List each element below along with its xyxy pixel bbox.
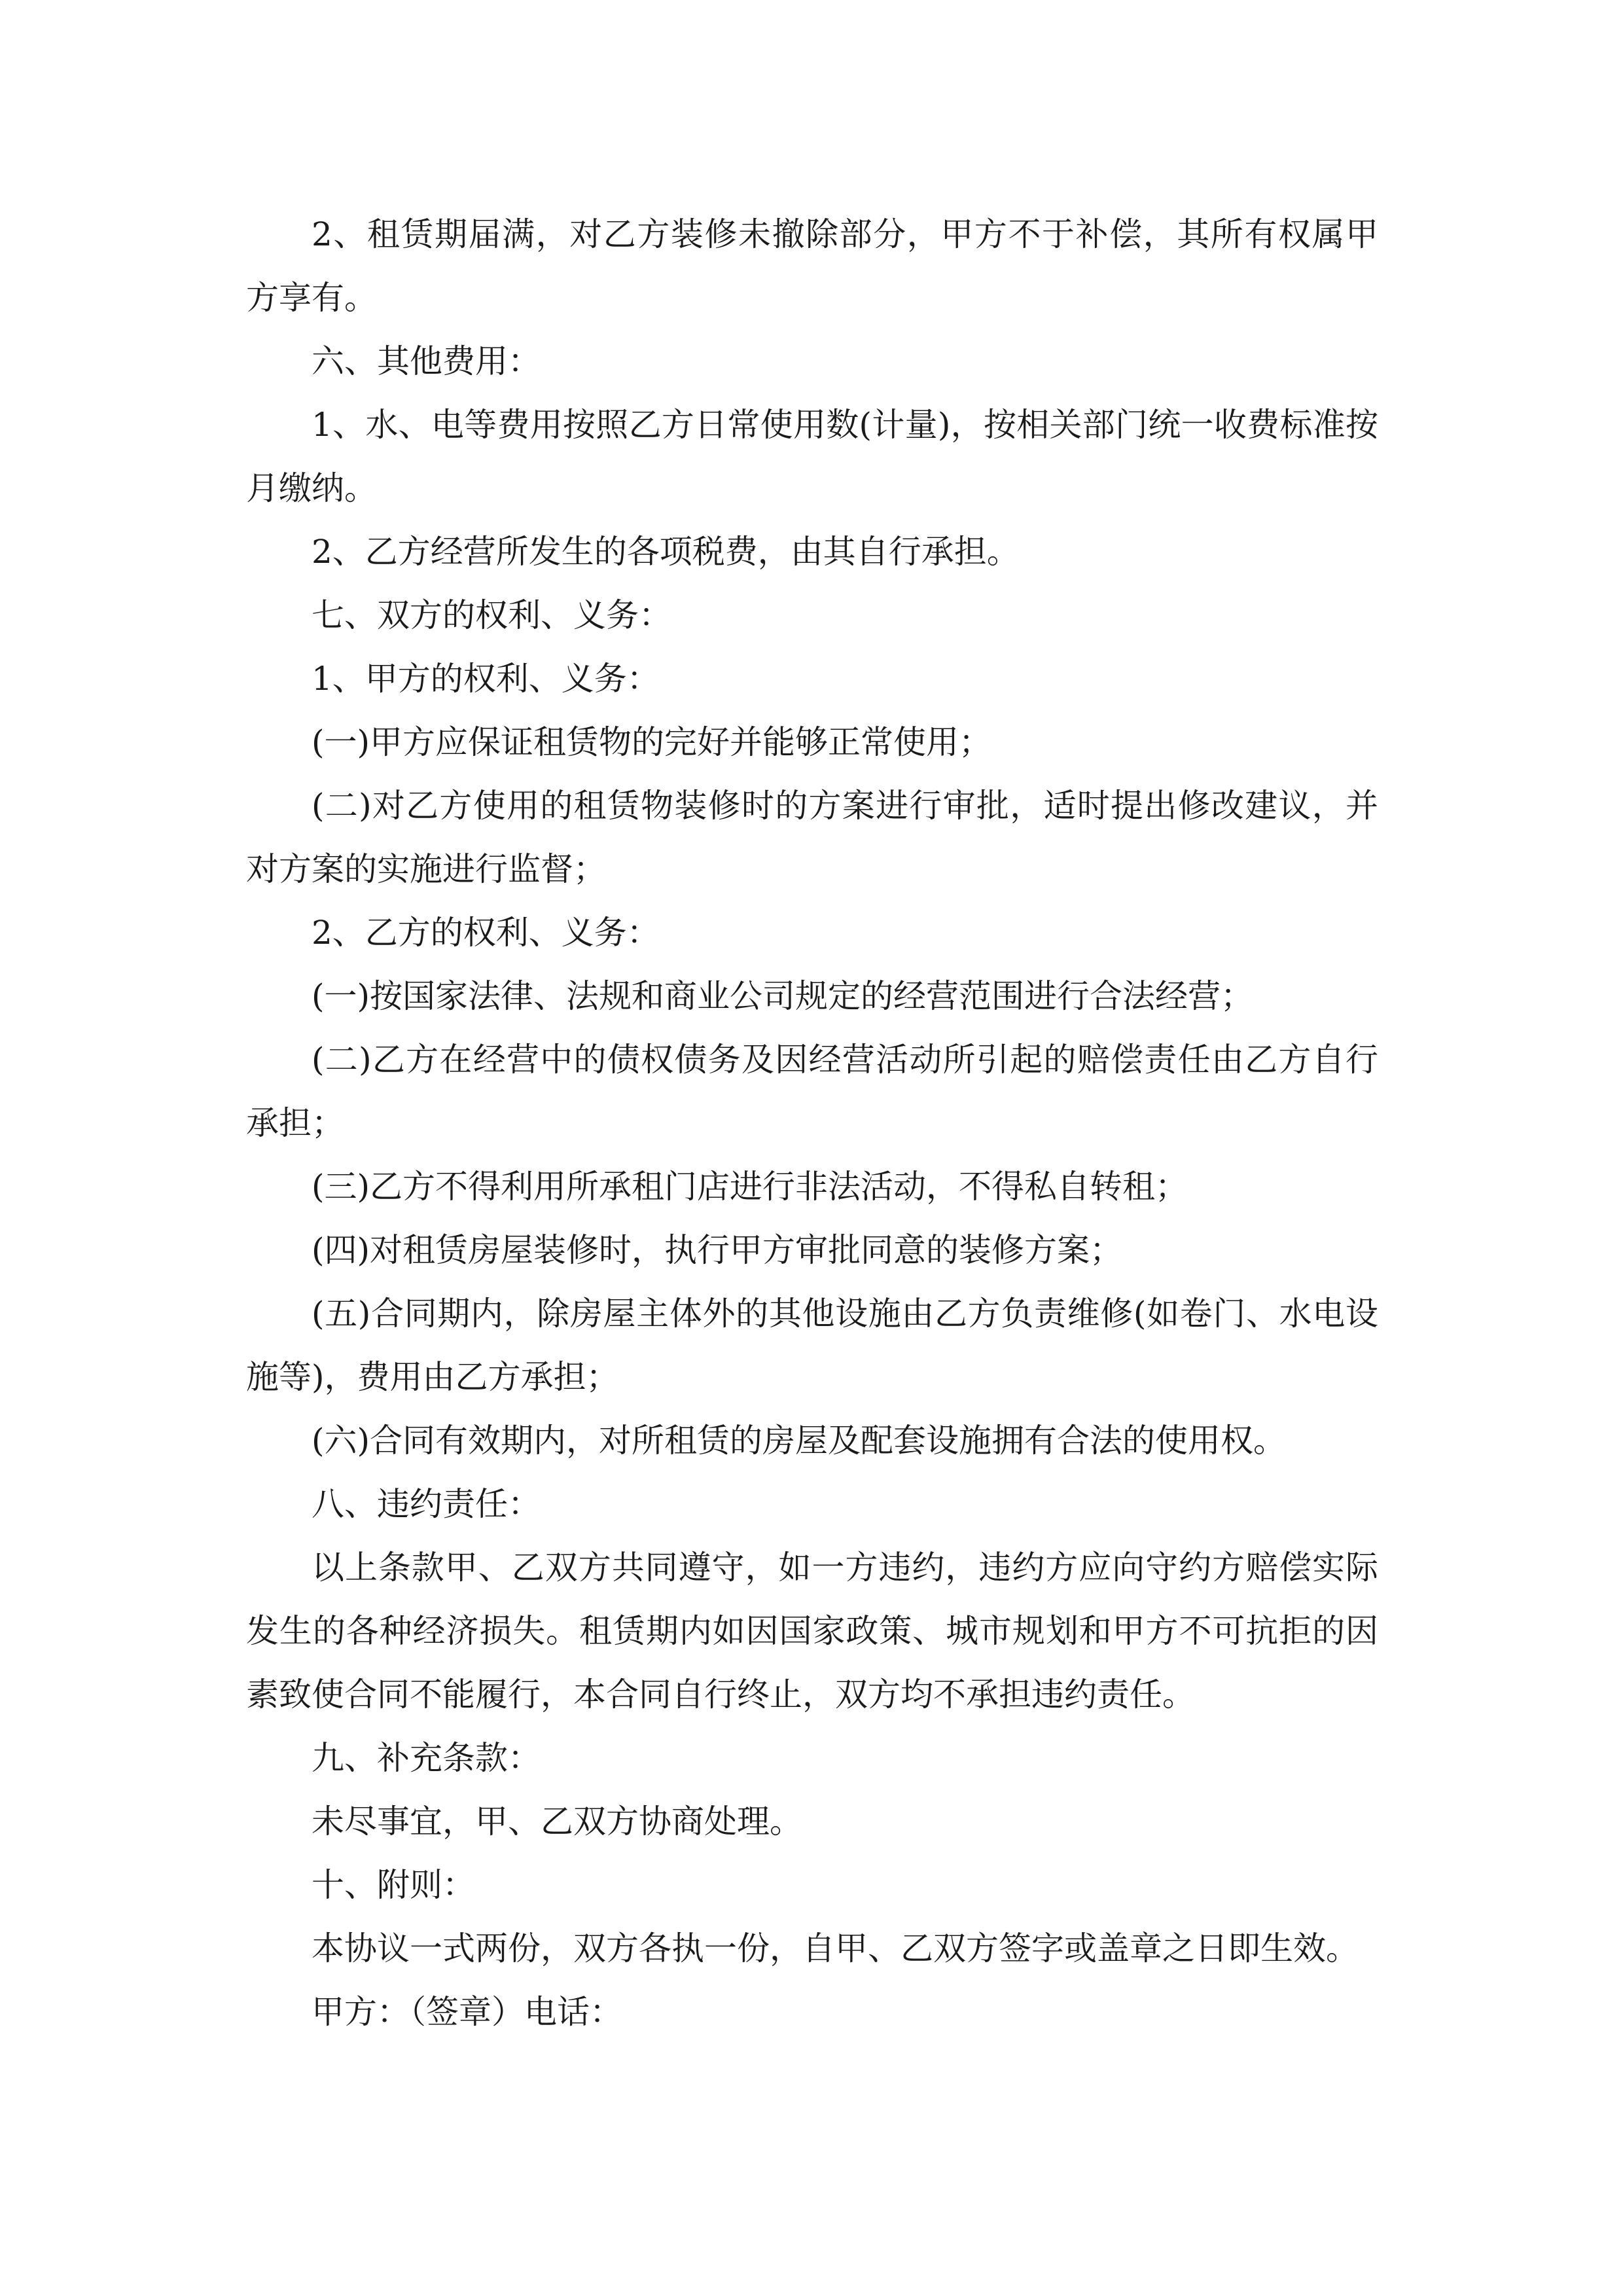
subheading-party-b: 2、乙方的权利、义务： (312, 914, 660, 952)
paragraph-copies: 本协议一式两份，双方各执一份，自甲、乙双方签字或盖章之日即生效。 (312, 1929, 1359, 1967)
paragraph-taxes: 2、乙方经营所发生的各项税费，由其自行承担。 (312, 533, 1020, 571)
clause-a-2: (二)对乙方使用的租赁物装修时的方案进行审批，适时提出修改建议，并对方案的实施进行监督； (246, 787, 1378, 888)
clause-b-3: (三)乙方不得利用所承租门店进行非法活动，不得私自转租； (312, 1168, 1188, 1206)
paragraph-decoration-ownership: 2、租赁期届满，对乙方装修未撤除部分，甲方不于补偿，其所有权属甲方享有。 (246, 215, 1378, 317)
clause-b-1: (一)按国家法律、法规和商业公司规定的经营范围进行合法经营； (312, 977, 1254, 1015)
heading-supplementary: 九、补充条款： (312, 1739, 541, 1777)
clause-b-5: (五)合同期内，除房屋主体外的其他设施由乙方负责维修(如卷门、水电设施等)，费用由乙方承担； (246, 1295, 1378, 1396)
document-page (246, 203, 1378, 2044)
heading-other-fees: 六、其他费用： (312, 342, 541, 380)
clause-b-6: (六)合同有效期内，对所租赁的房屋及配套设施拥有合法的使用权。 (312, 1422, 1287, 1460)
paragraph-supplementary: 未尽事宜，甲、乙双方协商处理。 (312, 1803, 802, 1840)
heading-rights-obligations: 七、双方的权利、义务： (312, 596, 671, 634)
clause-b-4: (四)对租赁房屋装修时，执行甲方审批同意的装修方案； (312, 1231, 1123, 1269)
paragraph-breach: 以上条款甲、乙双方共同遵守，如一方违约，违约方应向守约方赔偿实际发生的各种经济损失。租赁期内如因国家政策、城市规划和甲方不可抗拒的因素致使合同不能履行，本合同自行终止，双方均不承担违约责任。 (246, 1549, 1378, 1713)
clause-a-1: (一)甲方应保证租赁物的完好并能够正常使用； (312, 723, 992, 761)
paragraph-utilities: 1、水、电等费用按照乙方日常使用数(计量)，按相关部门统一收费标准按月缴纳。 (246, 406, 1378, 507)
clause-b-2: (二)乙方在经营中的债权债务及因经营活动所引起的赔偿责任由乙方自行承担； (246, 1041, 1378, 1142)
subheading-party-a: 1、甲方的权利、义务： (312, 660, 660, 698)
heading-breach-liability: 八、违约责任： (312, 1485, 541, 1523)
heading-appendix: 十、附则： (312, 1866, 475, 1904)
signature-line-party-a: 甲方：（签章）电话： (312, 1993, 622, 2031)
